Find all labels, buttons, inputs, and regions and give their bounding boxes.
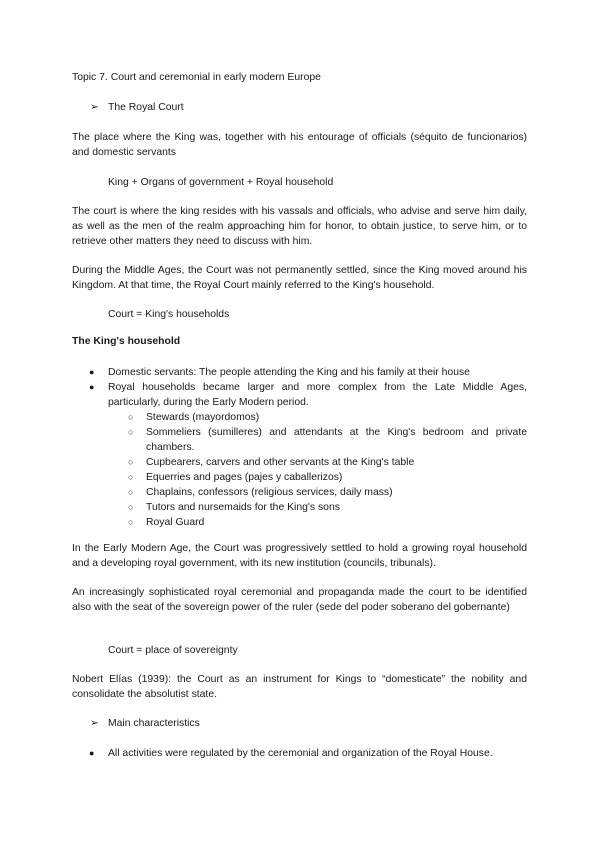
- circle-bullet-icon: ○: [128, 472, 134, 482]
- sublist-item-text: Equerries and pages (pajes y caballerizos): [146, 472, 343, 483]
- circle-bullet-icon: ○: [128, 427, 134, 437]
- paragraph-early-modern-age: In the Early Modern Age, the Court was progressively settled to hold a growing royal household and a developing royal government, with its new institution (councils, tribunals).: [72, 543, 527, 569]
- sublist-item: [72, 425, 527, 455]
- paragraph-elias: Nobert Elías (1939): the Court as an instrument for Kings to “domesticate” the nobility and consolidate the absolutist state.: [72, 674, 527, 700]
- list-item: [72, 380, 527, 530]
- sublist-item-text: Royal Guard: [146, 517, 205, 528]
- bullet-icon: ●: [89, 382, 95, 392]
- equation-court-composition: King + Organs of government + Royal household: [108, 177, 334, 188]
- sublist-item: [72, 515, 527, 530]
- paragraph-ceremonial: An increasingly sophisticated royal ceremonial and propaganda made the court to be identified also with the seat of the sovereign power of the ruler (sede del poder soberano del gobernante): [72, 587, 527, 613]
- sublist-item-text: Sommeliers (sumilleres) and attendants at the King's bedroom and private chambers.: [146, 427, 527, 453]
- sublist-item: [72, 410, 527, 425]
- household-bullet-list: [72, 365, 527, 530]
- list-item: [72, 746, 527, 761]
- paragraph-definition: The place where the King was, together with his entourage of officials (séquito de funcionarios) and domestic servants: [72, 132, 527, 158]
- list-item-text: Domestic servants: The people attending the King and his family at their house: [108, 367, 470, 378]
- sublist-item: [72, 485, 527, 500]
- circle-bullet-icon: ○: [128, 517, 134, 527]
- arrow-bullet-icon: ➢: [90, 102, 99, 113]
- list-item-text: All activities were regulated by the ceremonial and organization of the Royal House.: [108, 748, 493, 759]
- paragraph-middle-ages: During the Middle Ages, the Court was not permanently settled, since the King moved around his Kingdom. At that time, the Royal Court mainly referred to the King's household.: [72, 265, 527, 291]
- sublist-item-text: Cupbearers, carvers and other servants at the King's table: [146, 457, 415, 468]
- sublist-item-text: Tutors and nursemaids for the King's sons: [146, 502, 340, 513]
- circle-bullet-icon: ○: [128, 457, 134, 467]
- sublist-item: [72, 500, 527, 515]
- section-heading-label: The Royal Court: [108, 102, 184, 113]
- sublist-item-text: Chaplains, confessors (religious services, daily mass): [146, 487, 393, 498]
- sublist-item: [72, 455, 527, 470]
- section-heading-label: Main characteristics: [108, 718, 200, 729]
- heading-kings-household: The King's household: [72, 336, 181, 347]
- bullet-icon: ●: [89, 748, 95, 758]
- circle-bullet-icon: ○: [128, 487, 134, 497]
- circle-bullet-icon: ○: [128, 502, 134, 512]
- arrow-bullet-icon: ➢: [90, 718, 99, 729]
- sublist-item: [72, 470, 527, 485]
- sublist-item-text: Stewards (mayordomos): [146, 412, 260, 423]
- paragraph-court-residence: The court is where the king resides with his vassals and officials, who advise and serve him daily, as well as the men of the realm approaching him for honor, to obtain justice, to serve him, or to retrieve other matters they need to discuss with him.: [72, 206, 527, 247]
- section-heading-main-characteristics: [90, 716, 545, 731]
- list-item: [72, 365, 527, 380]
- characteristics-bullet-list: [72, 746, 527, 761]
- household-sublist: [108, 410, 527, 530]
- document-title: Topic 7. Court and ceremonial in early modern Europe: [72, 72, 321, 83]
- bullet-icon: ●: [89, 367, 95, 377]
- equation-court-households: Court = King's households: [108, 309, 230, 320]
- list-item-text: Royal households became larger and more complex from the Late Middle Ages, particularly, during the Early Modern period.: [108, 382, 527, 408]
- section-heading-royal-court: [90, 100, 545, 115]
- equation-court-sovereignty: Court = place of sovereignty: [108, 645, 238, 656]
- circle-bullet-icon: ○: [128, 412, 134, 422]
